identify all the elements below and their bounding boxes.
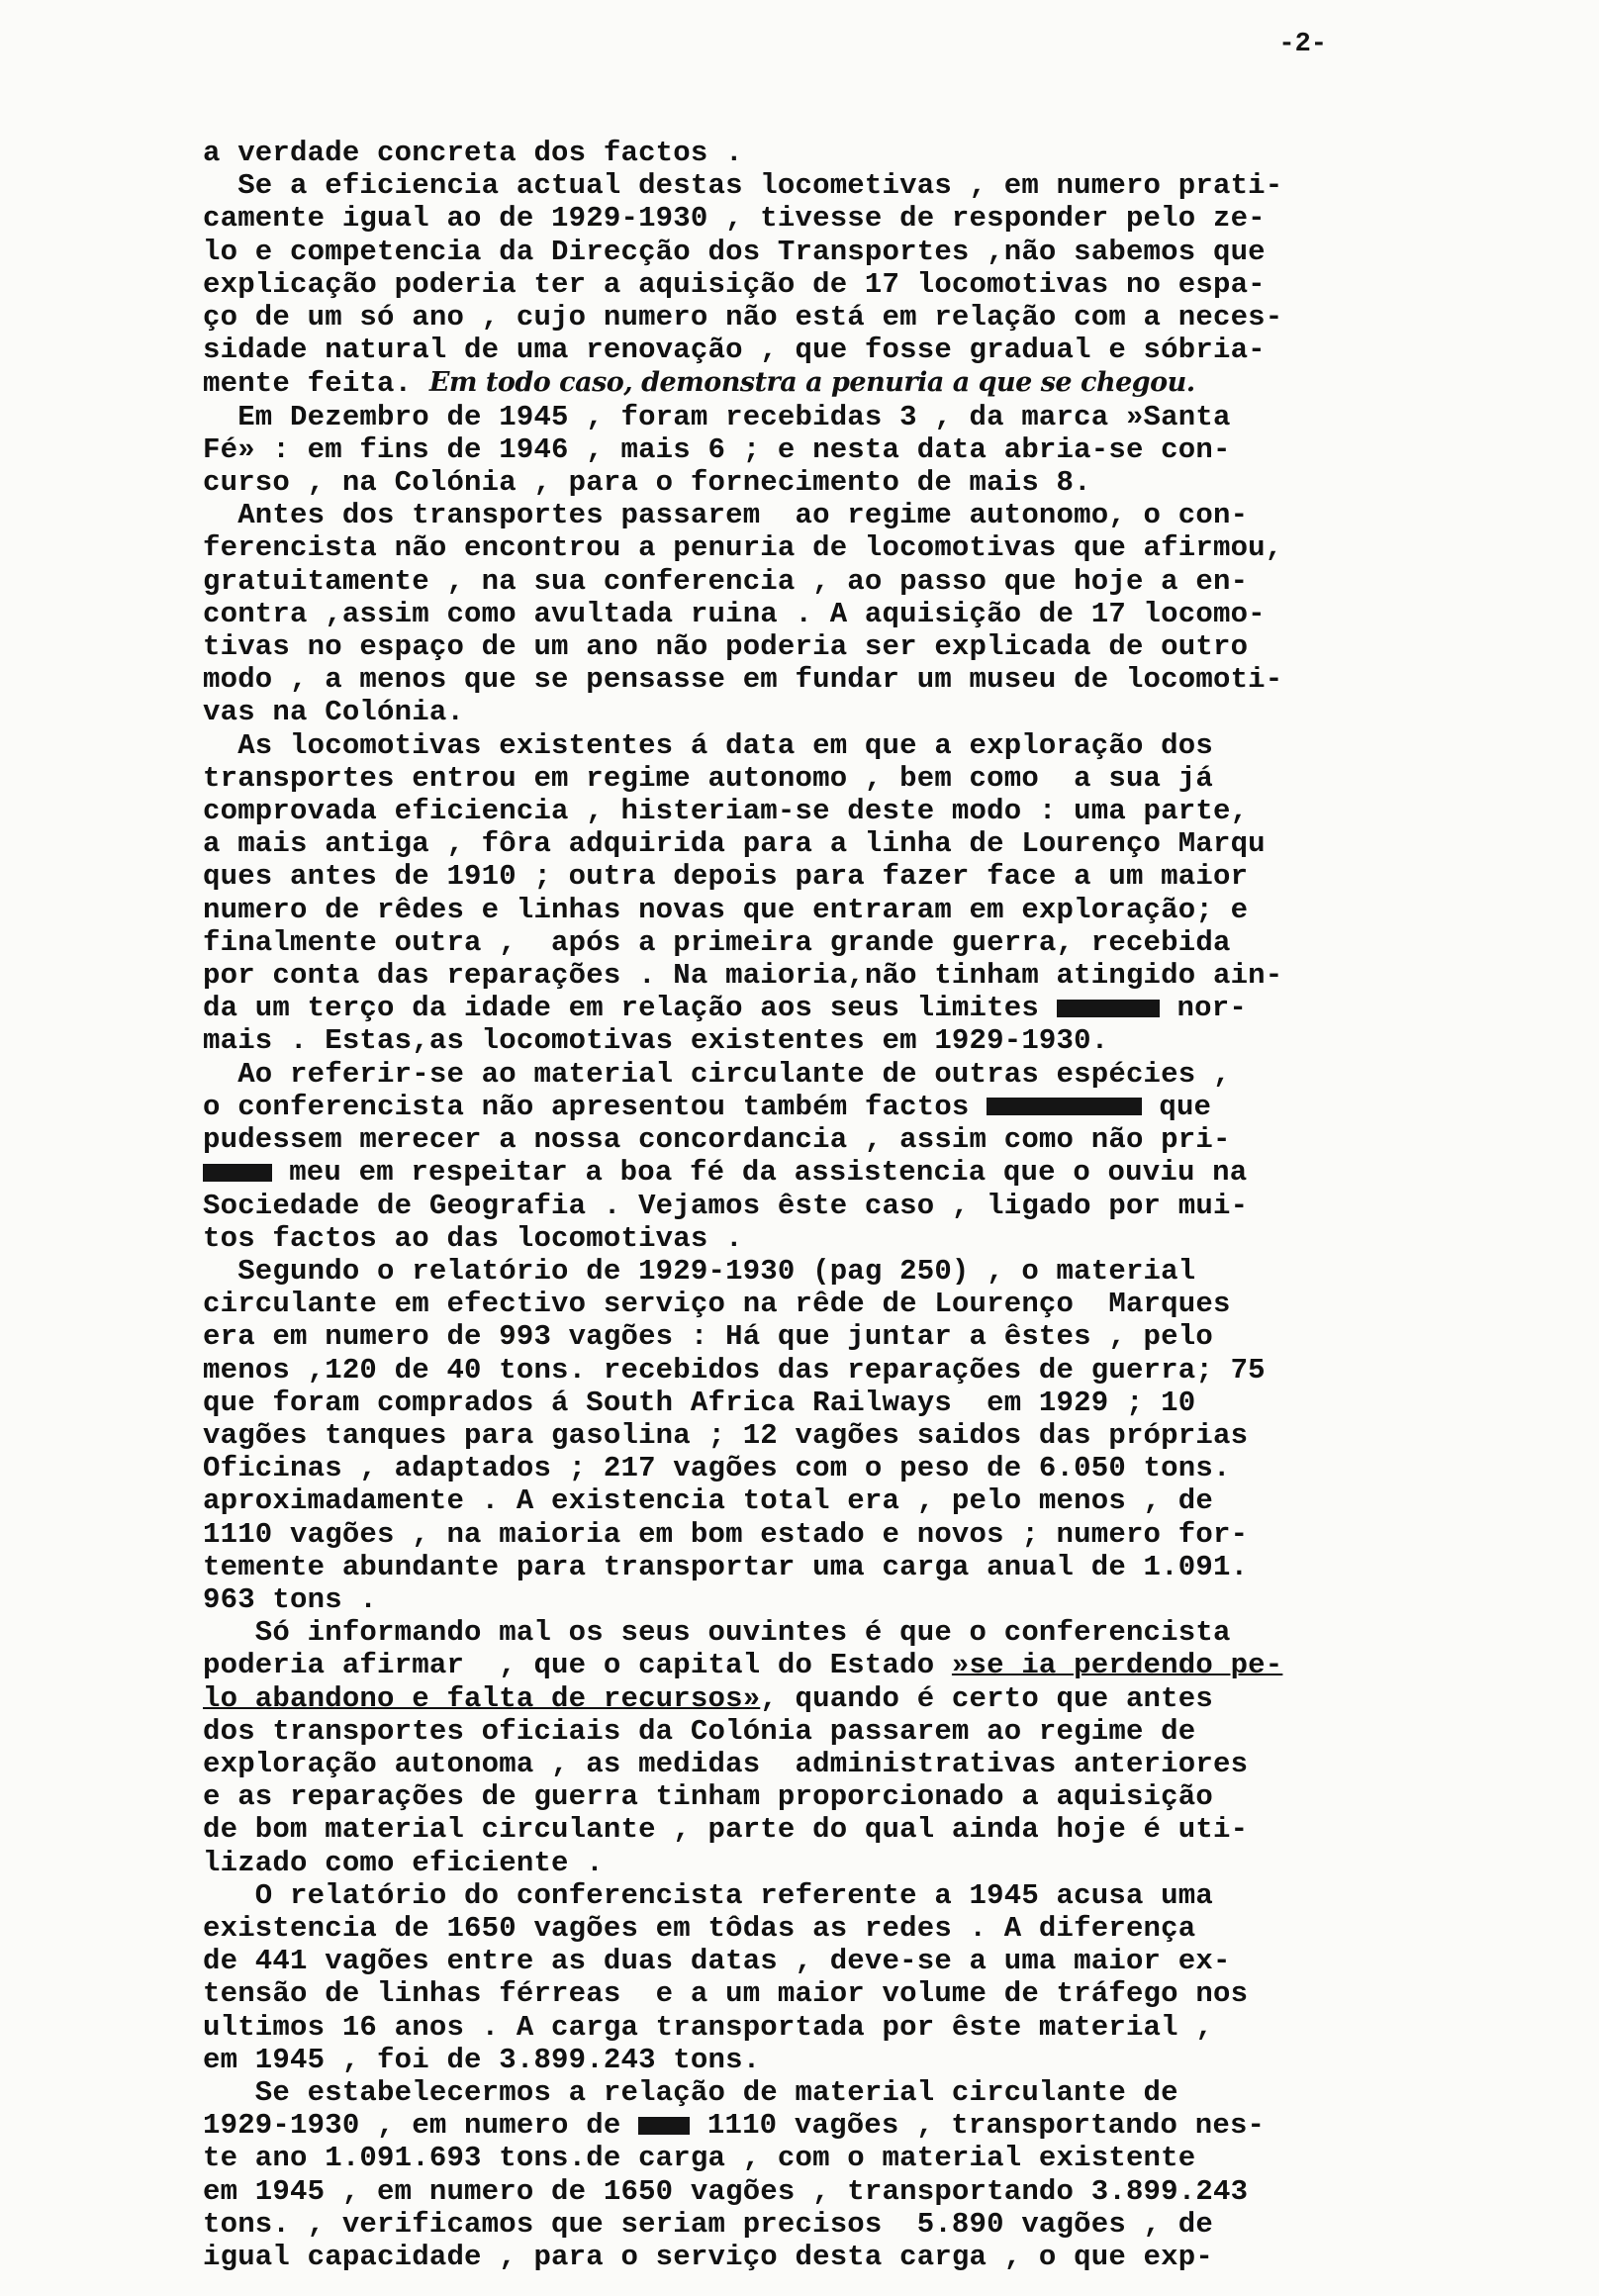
underlined-quote: »se ia perdendo pe-	[951, 1649, 1283, 1682]
line-text: Em Dezembro de 1945 , foram recebidas 3 , da marca »Santa	[203, 400, 1231, 433]
line-text: pudessem merecer a nossa concordancia , assim como não pri-	[203, 1123, 1231, 1157]
line-text: Se a eficiencia actual destas locometivas , em numero prati-	[203, 169, 1283, 203]
line-text: sidade natural de uma renovação , que fosse gradual e sóbria-	[203, 334, 1266, 367]
text-line	[203, 2011, 1459, 2044]
text-line	[203, 959, 1459, 992]
text-line	[203, 1255, 1459, 1288]
line-text: Só informando mal os seus ouvintes é que o conferencista	[203, 1616, 1231, 1650]
text-line	[203, 433, 1459, 466]
text-line	[203, 1058, 1459, 1091]
text-line	[203, 1387, 1459, 1419]
text-line	[203, 466, 1459, 499]
text-line	[203, 2109, 1459, 2142]
line-text: ferencista não encontrou a penuria de locomotivas que afirmou,	[203, 531, 1283, 565]
line-text: comprovada eficiencia , histeriam-se deste modo : uma parte,	[203, 795, 1249, 828]
line-text: da um terço da idade em relação aos seus limites	[203, 992, 1057, 1025]
text-line	[203, 1780, 1459, 1813]
line-text: que foram comprados á South Africa Railways em 1929 ; 10	[203, 1386, 1196, 1419]
text-line	[203, 169, 1459, 202]
line-text: a verdade concreta dos factos .	[203, 137, 743, 169]
text-line	[203, 1452, 1459, 1484]
line-text: em 1945 , em numero de 1650 vagões , transportando 3.899.243	[203, 2174, 1249, 2208]
line-text: lo e competencia da Direcção dos Transportes ,não sabemos que	[203, 235, 1266, 268]
line-text: mais . Estas,as locomotivas existentes em 1929-1930.	[203, 1024, 1109, 1058]
body-text	[203, 137, 1459, 2273]
text-line	[203, 366, 1459, 400]
line-text: tons. , verificamos que seriam precisos 5.890 vagões , de	[203, 2207, 1213, 2241]
line-text: de bom material circulante , parte do qual ainda hoje é uti-	[203, 1813, 1249, 1847]
text-line	[203, 663, 1459, 696]
underlined-quote: lo abandono e falta de recursos»	[203, 1681, 761, 1715]
handwritten-annotation: Em todo caso, demonstra a penuria a que se chegou.	[428, 367, 1195, 399]
text-line	[203, 1156, 1459, 1189]
text-line	[203, 1190, 1459, 1222]
line-text: curso , na Colónia , para o fornecimento de mais 8.	[203, 466, 1091, 500]
text-line	[203, 1715, 1459, 1748]
text-line	[203, 795, 1459, 827]
line-text: explicação poderia ter a aquisição de 17 locomotivas no espa-	[203, 267, 1266, 301]
text-line	[203, 2208, 1459, 2241]
text-line	[203, 729, 1459, 762]
text-line	[203, 630, 1459, 663]
text-line	[203, 1682, 1459, 1715]
line-text: de 441 vagões entre as duas datas , deve-se a uma maior ex-	[203, 1945, 1231, 1978]
text-line	[203, 301, 1459, 334]
struck-out-text	[987, 1098, 1142, 1115]
line-text: aproximadamente . A existencia total era , pelo menos , de	[203, 1484, 1213, 1518]
text-line	[203, 1847, 1459, 1879]
line-text: transportes entrou em regime autonomo , bem como a sua já	[203, 761, 1213, 795]
text-line	[203, 2044, 1459, 2076]
text-line	[203, 268, 1459, 301]
text-line	[203, 926, 1459, 959]
struck-out-text	[1057, 1000, 1160, 1017]
line-text: ço de um só ano , cujo numero não está em relação com a neces-	[203, 301, 1283, 335]
line-text: ques antes de 1910 ; outra depois para fazer face a um maior	[203, 860, 1249, 894]
line-text: menos ,120 de 40 tons. recebidos das reparações de guerra; 75	[203, 1353, 1266, 1387]
text-line	[203, 1484, 1459, 1517]
text-line	[203, 598, 1459, 630]
line-text: o conferencista não apresentou também factos	[203, 1090, 988, 1123]
text-line	[203, 202, 1459, 235]
line-text: contra ,assim como avultada ruina . A aquisição de 17 locomo-	[203, 597, 1266, 630]
line-text-continued: que	[1141, 1090, 1212, 1123]
text-line	[203, 499, 1459, 531]
line-text-continued: meu em respeitar a boa fé da assistencia que o ouviu na	[271, 1156, 1248, 1190]
text-line	[203, 827, 1459, 860]
text-line	[203, 1748, 1459, 1780]
line-text: Antes dos transportes passarem ao regime autonomo, o con-	[203, 499, 1249, 532]
line-text: circulante em efectivo serviço na rêde de Lourenço Marques	[203, 1288, 1231, 1321]
line-text: Segundo o relatório de 1929-1930 (pag 250) , o material	[203, 1254, 1196, 1288]
text-line	[203, 334, 1459, 366]
text-line	[203, 1813, 1459, 1846]
text-line	[203, 236, 1459, 268]
text-line	[203, 894, 1459, 926]
text-line	[203, 1518, 1459, 1551]
line-text: igual capacidade , para o serviço desta carga , o que exp-	[203, 2241, 1213, 2273]
line-text: numero de rêdes e linhas novas que entraram em exploração; e	[203, 893, 1249, 926]
line-text: tos factos ao das locomotivas .	[203, 1221, 743, 1255]
text-line	[203, 1419, 1459, 1452]
text-line	[203, 1288, 1459, 1320]
line-text: finalmente outra , após a primeira grande guerra, recebida	[203, 925, 1231, 959]
line-text: gratuitamente , na sua conferencia , ao passo que hoje a en-	[203, 564, 1249, 598]
text-line	[203, 1879, 1459, 1912]
line-text: Oficinas , adaptados ; 217 vagões com o peso de 6.050 tons.	[203, 1452, 1231, 1485]
line-text: por conta das reparações . Na maioria,não tinham atingido ain-	[203, 959, 1283, 993]
line-text: era em numero de 993 vagões : Há que juntar a êstes , pelo	[203, 1320, 1213, 1354]
page-number: -2-	[1278, 30, 1327, 59]
text-line	[203, 762, 1459, 795]
text-line	[203, 2142, 1459, 2174]
text-line	[203, 2175, 1459, 2208]
line-text: camente igual ao de 1929-1930 , tivesse de responder pelo ze-	[203, 202, 1266, 236]
text-line	[203, 1616, 1459, 1649]
line-text: vas na Colónia.	[203, 696, 465, 729]
line-text: tensão de linhas férreas e a um maior volume de tráfego nos	[203, 1977, 1249, 2011]
line-text: Sociedade de Geografia . Vejamos êste caso , ligado por mui-	[203, 1189, 1249, 1222]
line-text: te ano 1.091.693 tons.de carga , com o material existente	[203, 2142, 1196, 2175]
text-line	[203, 1222, 1459, 1255]
text-line	[203, 401, 1459, 433]
line-text-continued: , quando é certo que antes	[760, 1681, 1213, 1715]
text-line	[203, 1945, 1459, 1977]
line-text: modo , a menos que se pensasse em fundar um museu de locomoti-	[203, 663, 1283, 697]
line-text-continued: 1110 vagões , transportando nes-	[690, 2109, 1266, 2143]
line-text: mente feita.	[203, 367, 429, 401]
line-text: As locomotivas existentes á data em que a exploração dos	[203, 728, 1213, 762]
text-line	[203, 2241, 1459, 2273]
text-line	[203, 1912, 1459, 1945]
text-line	[203, 1091, 1459, 1123]
text-line	[203, 1354, 1459, 1387]
line-text: lizado como eficiente .	[203, 1846, 604, 1879]
line-text: Se estabelecermos a relação de material circulante de	[203, 2075, 1178, 2109]
text-line	[203, 531, 1459, 564]
text-line	[203, 860, 1459, 893]
line-text: Ao referir-se ao material circulante de outras espécies ,	[203, 1057, 1231, 1091]
line-text: vagões tanques para gasolina ; 12 vagões saidos das próprias	[203, 1418, 1249, 1452]
text-line	[203, 696, 1459, 728]
line-text: poderia afirmar , que o capital do Estado	[203, 1649, 952, 1682]
struck-out-text	[638, 2117, 690, 2135]
line-text: e as reparações de guerra tinham proporcionado a aquisição	[203, 1780, 1213, 1814]
text-line	[203, 1024, 1459, 1057]
text-line	[203, 1320, 1459, 1353]
text-line	[203, 1977, 1459, 2010]
line-text: dos transportes oficiais da Colónia passarem ao regime de	[203, 1714, 1196, 1748]
line-text: tivas no espaço de um ano não poderia ser explicada de outro	[203, 630, 1249, 664]
line-text: a mais antiga , fôra adquirida para a linha de Lourenço Marqu	[203, 827, 1266, 861]
text-line	[203, 2076, 1459, 2109]
text-line	[203, 1551, 1459, 1583]
text-line	[203, 137, 1459, 169]
line-text: ultimos 16 anos . A carga transportada por êste material ,	[203, 2010, 1213, 2044]
text-line	[203, 565, 1459, 598]
line-text: Fé» : em fins de 1946 , mais 6 ; e nesta data abria-se con-	[203, 432, 1231, 466]
text-line	[203, 1123, 1459, 1156]
line-text: temente abundante para transportar uma carga anual de 1.091.	[203, 1550, 1249, 1583]
line-text-continued: nor-	[1159, 992, 1247, 1025]
text-line	[203, 992, 1459, 1024]
line-text: 1110 vagões , na maioria em bom estado e novos ; numero for-	[203, 1517, 1249, 1551]
text-line	[203, 1649, 1459, 1681]
line-text: 963 tons .	[203, 1582, 378, 1616]
struck-out-text	[203, 1164, 272, 1182]
line-text: 1929-1930 , em numero de	[203, 2109, 639, 2143]
text-line	[203, 1583, 1459, 1616]
line-text: exploração autonoma , as medidas administrativas anteriores	[203, 1747, 1249, 1780]
line-text: existencia de 1650 vagões em tôdas as redes . A diferença	[203, 1911, 1196, 1945]
line-text: em 1945 , foi de 3.899.243 tons.	[203, 2043, 761, 2076]
line-text: O relatório do conferencista referente a 1945 acusa uma	[203, 1878, 1213, 1912]
